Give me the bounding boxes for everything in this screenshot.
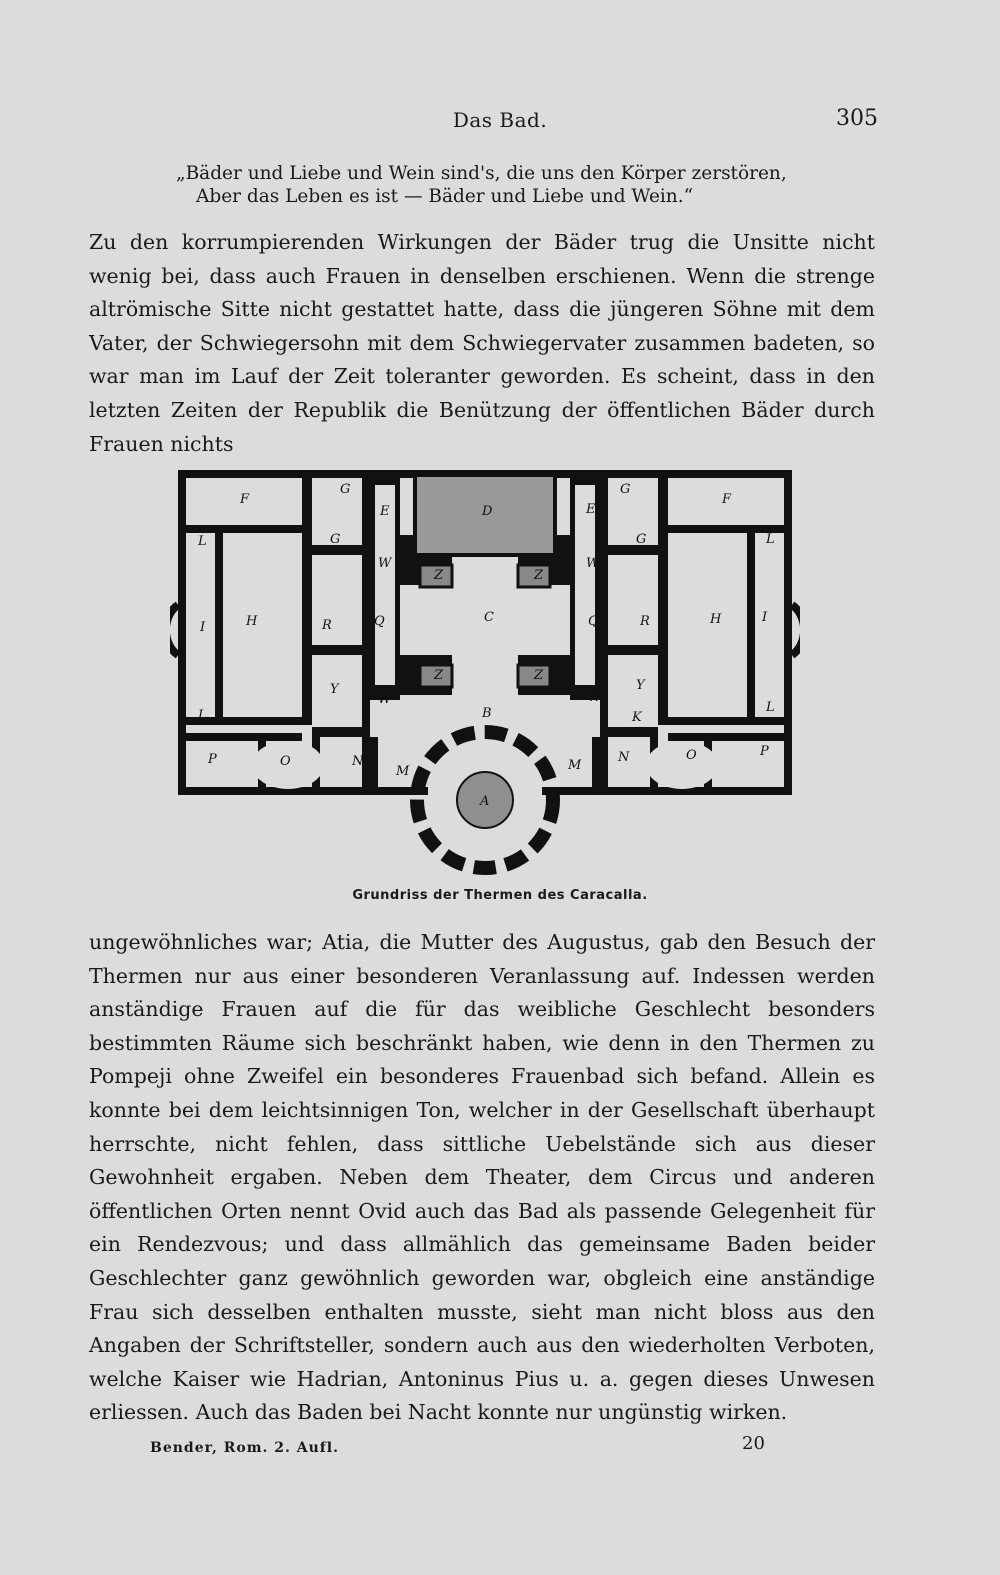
plan-label-Y-left: Y [330, 682, 339, 697]
plan-label-P-right: P [760, 744, 769, 759]
plan-label-L-bottom-left: L [198, 708, 207, 723]
plan-label-G-left: G [330, 532, 341, 547]
footer-signature: Bender, Rom. 2. Aufl. [150, 1440, 339, 1456]
verse-quote [176, 162, 796, 208]
plan-label-Y-right: Y [636, 678, 645, 693]
plan-label-H-left: H [246, 614, 258, 629]
plan-label-L-bottom-right: L [766, 700, 775, 715]
footer-sheet-number: 20 [742, 1433, 765, 1454]
plan-label-W-top-right: W [586, 556, 600, 571]
plan-label-K: K [632, 710, 642, 725]
plan-label-P-left: P [208, 752, 217, 767]
verse-line-1: „Bäder und Liebe und Wein sind's, die uns den Körper zerstören, [176, 163, 787, 184]
plan-label-M-right: M [568, 758, 582, 773]
plan-label-A: A [480, 794, 490, 809]
plan-label-E-right: E [586, 502, 596, 517]
plan-label-W-bottom-right: W [588, 690, 602, 705]
plan-label-M-left: M [396, 764, 410, 779]
plan-label-F-right: F [722, 492, 732, 507]
plan-label-Q-left: Q [374, 614, 385, 629]
plan-label-W-bottom-left: W [378, 692, 392, 707]
plan-label-N-right: N [618, 750, 630, 765]
floor-plan-figure [170, 465, 800, 875]
verse-line-2: Aber das Leben es ist — Bäder und Liebe und Wein.“ [196, 186, 694, 207]
plan-label-E-left: E [380, 504, 390, 519]
plan-label-Q-right: Q [588, 614, 599, 629]
plan-label-L-top-right: L [766, 532, 775, 547]
plan-label-Z-2: Z [534, 568, 544, 583]
paragraph-1 [89, 226, 875, 461]
plan-label-N-left: N [352, 754, 364, 769]
plan-label-B: B [482, 706, 492, 721]
plan-label-R-left: R [322, 618, 332, 633]
plan-label-G-top-right: G [620, 482, 631, 497]
plan-label-I-left: I [200, 620, 206, 635]
plan-label-H-right: H [710, 612, 722, 627]
plan-label-Z-4: Z [534, 668, 544, 683]
plan-label-F-left: F [240, 492, 250, 507]
plan-label-R-right: R [640, 614, 650, 629]
plan-label-O-right: O [686, 748, 697, 763]
plan-label-D: D [482, 504, 493, 519]
running-header: Das Bad. [452, 108, 548, 132]
figure-caption: Grundriss der Thermen des Caracalla. [352, 888, 648, 903]
plan-label-G-right: G [636, 532, 647, 547]
page-number: 305 [836, 106, 878, 131]
plan-label-W-top-left: W [378, 556, 392, 571]
paragraph-2-text: ungewöhnliches war; Atia, die Mutter des Augustus, gab den Besuch der Thermen nur aus einer besonderen Veranlassung auf. Indessen werden anständige Frauen auf die für das weibliche Geschlecht besonders bestimmten Räume sich beschränkt haben, wie denn in den Thermen zu Pompeji ohne Zweifel ein besonderes Frauenbad sich befand. Allein es konnte bei dem leichtsinnigen Ton, welcher in der Gesellschaft überhaupt herrschte, nicht fehlen, dass sittliche Uebelstände sich aus dieser Gewohnheit ergaben. Neben dem Theater, dem Circus und anderen öffentlichen Orten nennt Ovid auch das Bad als passende Gelegenheit für ein Rendezvous; und dass allmählich das gemeinsame Baden beider Geschlechter ganz gewöhnlich geworden war, obgleich eine anständige Frau sich desselben enthalten musste, sieht man nicht bloss aus den Angaben der Schriftsteller, sondern auch aus den wiederholten Verboten, welche Kaiser wie Hadrian, Antoninus Pius u. a. gegen dieses Unwesen erliessen. Auch das Baden bei Nacht konnte nur ungünstig wirken. [89, 930, 875, 1425]
plan-label-Z-3: Z [434, 668, 444, 683]
plan-label-L-top-left: L [198, 534, 207, 549]
plan-label-C: C [484, 610, 494, 625]
paragraph-2 [89, 926, 875, 1430]
plan-label-I-right: I [762, 610, 768, 625]
plan-label-G-top-left: G [340, 482, 351, 497]
paragraph-1-text: Zu den korrumpierenden Wirkungen der Bäder trug die Unsitte nicht wenig bei, dass auch Frauen in denselben erschienen. Wenn die strenge altrömische Sitte nicht gestattet hatte, dass die jüngeren Söhne mit dem Vater, der Schwiegersohn mit dem Schwiegervater zusammen badeten, so war man im Lauf der Zeit toleranter geworden. Es scheint, dass in den letzten Zeiten der Republik die Benützung der öffentlichen Bäder durch Frauen nichts [89, 230, 875, 456]
plan-label-O-left: O [280, 754, 291, 769]
plan-label-Z-1: Z [434, 568, 444, 583]
